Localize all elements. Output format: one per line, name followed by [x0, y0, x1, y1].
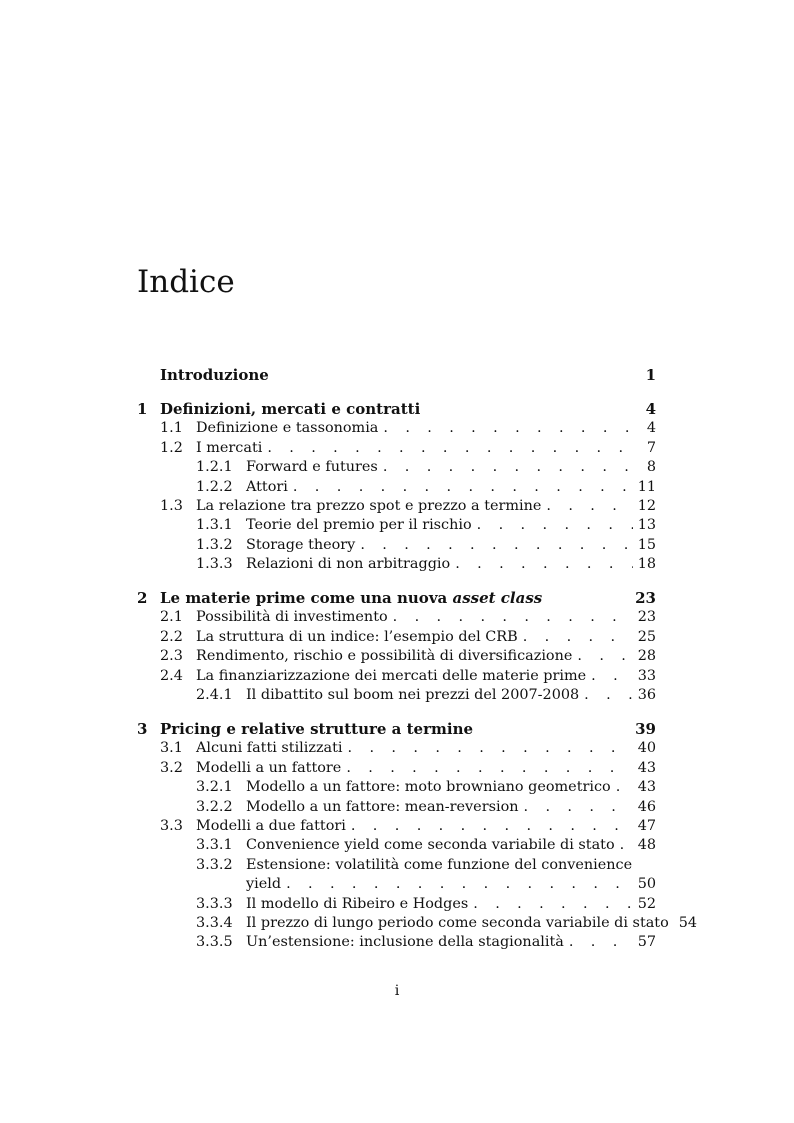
toc-entry-page: 54: [678, 914, 698, 931]
toc-entry[interactable]: [137, 667, 656, 686]
toc-entry-page: 25: [637, 628, 656, 645]
toc-entry-number: 3.2.2: [196, 798, 233, 815]
toc-entry-title: Definizione e tassonomia: [196, 420, 379, 437]
toc-entry-number: 3.2.1: [196, 779, 233, 796]
toc-entry-title: Convenience yield come seconda variabile di stato: [246, 837, 615, 854]
dot-leader: [577, 647, 632, 666]
toc-entry[interactable]: [137, 589, 656, 608]
toc-entry-number: 3.3.5: [196, 934, 233, 951]
dot-leader: [524, 798, 633, 817]
toc-entry[interactable]: [137, 914, 698, 933]
toc-entry-page: 40: [637, 740, 656, 757]
dot-leader: [473, 895, 632, 914]
toc-entry-page: 23: [637, 609, 656, 626]
dot-leader: [546, 497, 632, 516]
toc-entry-number: 2.4.1: [196, 687, 233, 704]
dot-leader: [267, 439, 633, 458]
toc-entry[interactable]: [137, 778, 656, 797]
toc-entry[interactable]: [137, 895, 656, 914]
toc-entry[interactable]: [137, 478, 656, 497]
toc-entry-title: Alcuni fatti stilizzati: [196, 740, 343, 757]
dot-leader: [351, 817, 633, 836]
toc-entry-title: Un’estensione: inclusione della stagionalità: [246, 934, 564, 951]
toc-entry[interactable]: [137, 400, 656, 419]
toc-entry-page: 7: [646, 439, 656, 456]
toc-entry-number: 3.3.2: [196, 856, 233, 873]
toc-entry-title: Possibilità di investimento: [196, 609, 388, 626]
toc-entry[interactable]: [137, 875, 656, 894]
toc-entry-title: Modello a un fattore: mean-reversion: [246, 798, 519, 815]
toc-entry[interactable]: [137, 497, 656, 516]
toc-entry-page: 47: [637, 817, 656, 834]
toc-entry[interactable]: [137, 439, 656, 458]
toc-entry-title: Introduzione: [160, 365, 269, 384]
toc-entry-title: Il prezzo di lungo periodo come seconda variabile di stato: [246, 914, 669, 931]
dot-leader: [346, 759, 632, 778]
toc-entry-page: 46: [637, 798, 656, 815]
toc-entry-number: 1.3: [160, 497, 183, 514]
toc-entry-title: La struttura di un indice: l’esempio del CRB: [196, 628, 518, 645]
dot-leader: [393, 608, 633, 627]
dot-leader: [383, 419, 633, 438]
dot-leader: [455, 555, 632, 574]
toc-entry-page: 15: [637, 536, 656, 553]
toc-entry[interactable]: [137, 686, 656, 705]
toc-entry-title: Modello a un fattore: moto browniano geometrico: [246, 779, 611, 796]
toc-entry[interactable]: [137, 836, 656, 855]
toc-entry-page: 39: [635, 720, 656, 739]
toc-entry[interactable]: [137, 608, 656, 627]
toc-entry-number: 3.3.1: [196, 837, 233, 854]
toc-entry-title: Modelli a due fattori: [196, 817, 346, 834]
toc-entry-page: 57: [637, 934, 656, 951]
toc-entry-number: 3: [137, 720, 148, 739]
toc-entry-page: 23: [635, 589, 656, 608]
toc-entry-title: Le materie prime come una nuova asset class: [160, 589, 543, 608]
toc-entry-page: 43: [637, 759, 656, 776]
toc-entry-page: 33: [637, 667, 656, 684]
toc-entry[interactable]: [137, 759, 656, 778]
table-of-contents: [137, 365, 698, 953]
toc-entry-title: Rendimento, rischio e possibilità di diversificazione: [196, 648, 573, 665]
toc-entry-number: 3.1: [160, 740, 183, 757]
toc-entry-number: 3.3: [160, 817, 183, 834]
toc-entry[interactable]: [137, 720, 656, 739]
toc-entry-number: 1.3.3: [196, 556, 233, 573]
toc-entry-page: 4: [645, 399, 656, 418]
toc-entry-number: 3.3.4: [196, 914, 233, 931]
toc-entry-title: Modelli a un fattore: [196, 759, 342, 776]
dot-leader: [591, 667, 633, 686]
dot-leader: [360, 536, 632, 555]
dot-leader: [569, 933, 633, 952]
toc-entry[interactable]: [137, 647, 656, 666]
toc-entry-number: 3.2: [160, 759, 183, 776]
toc-entry-page: 1: [645, 365, 656, 384]
toc-entry-title: La finanziarizzazione dei mercati delle materie prime: [196, 667, 587, 684]
toc-entry-title: Il dibattito sul boom nei prezzi del 2007-2008: [246, 687, 580, 704]
toc-entry-page: 52: [637, 895, 656, 912]
toc-entry-number: 2.1: [160, 609, 183, 626]
toc-entry-title: Pricing e relative strutture a termine: [160, 720, 474, 739]
toc-entry-number: 2: [137, 589, 148, 608]
toc-entry[interactable]: [137, 817, 656, 836]
toc-entry-number: 1.1: [160, 420, 183, 437]
toc-entry-title: Estensione: volatilità come funzione del convenience: [246, 856, 633, 873]
toc-entry[interactable]: [137, 856, 656, 875]
toc-entry-number: 1.3.1: [196, 517, 233, 534]
toc-entry-page: 48: [637, 837, 656, 854]
toc-entry-title: Attori: [246, 478, 288, 495]
toc-entry-number: 2.4: [160, 667, 183, 684]
toc-entry-page: 11: [637, 478, 656, 495]
toc-entry-number: 1.2.1: [196, 459, 233, 476]
toc-entry-title: Storage theory: [246, 536, 356, 553]
toc-entry-title: Forward e futures: [246, 459, 378, 476]
toc-entry[interactable]: [137, 516, 656, 535]
toc-entry[interactable]: [137, 458, 656, 477]
toc-entry-number: 1.2: [160, 439, 183, 456]
toc-entry[interactable]: [137, 798, 656, 817]
toc-entry-number: 1.3.2: [196, 536, 233, 553]
dot-leader: [620, 836, 633, 855]
toc-entry-title: Teorie del premio per il rischio: [246, 517, 472, 534]
toc-entry-number: 1.2.2: [196, 478, 233, 495]
toc-entry-page: 28: [637, 648, 656, 665]
dot-leader: [286, 875, 633, 894]
toc-entry-page: 50: [637, 876, 656, 893]
toc-entry-title: Definizioni, mercati e contratti: [160, 399, 421, 418]
toc-entry-title: La relazione tra prezzo spot e prezzo a termine: [196, 497, 542, 514]
toc-entry-page: 36: [637, 687, 656, 704]
dot-leader: [616, 778, 633, 797]
toc-entry-title: yield: [246, 876, 282, 893]
dot-leader: [584, 686, 633, 705]
toc-entry[interactable]: [137, 536, 656, 555]
dot-leader: [293, 478, 633, 497]
page-number: i: [394, 983, 400, 999]
toc-entry-page: 18: [637, 556, 656, 573]
toc-entry-page: 13: [637, 517, 656, 534]
toc-entry-number: 2.2: [160, 628, 183, 645]
toc-entry-page: 12: [637, 497, 656, 514]
dot-leader: [383, 458, 633, 477]
toc-entry[interactable]: [137, 366, 656, 385]
toc-entry-page: 4: [646, 420, 656, 437]
toc-entry-number: 1: [137, 399, 148, 418]
toc-entry-page: 43: [637, 779, 656, 796]
toc-entry-title: Relazioni di non arbitraggio: [246, 556, 451, 573]
toc-entry[interactable]: [137, 739, 656, 758]
toc-entry-title-emphasis: asset class: [452, 589, 543, 608]
dot-leader: [477, 516, 633, 535]
toc-entry[interactable]: [137, 419, 656, 438]
toc-entry-title: I mercati: [196, 439, 263, 456]
toc-entry[interactable]: [137, 628, 656, 647]
toc-entry[interactable]: [137, 555, 656, 574]
toc-entry-number: 2.3: [160, 648, 183, 665]
toc-entry-number: 3.3.3: [196, 895, 233, 912]
page-title: Indice: [137, 264, 235, 300]
toc-entry-title: Il modello di Ribeiro e Hodges: [246, 895, 469, 912]
dot-leader: [348, 739, 633, 758]
toc-entry-page: 8: [646, 459, 656, 476]
dot-leader: [523, 628, 633, 647]
toc-entry[interactable]: [137, 933, 656, 952]
